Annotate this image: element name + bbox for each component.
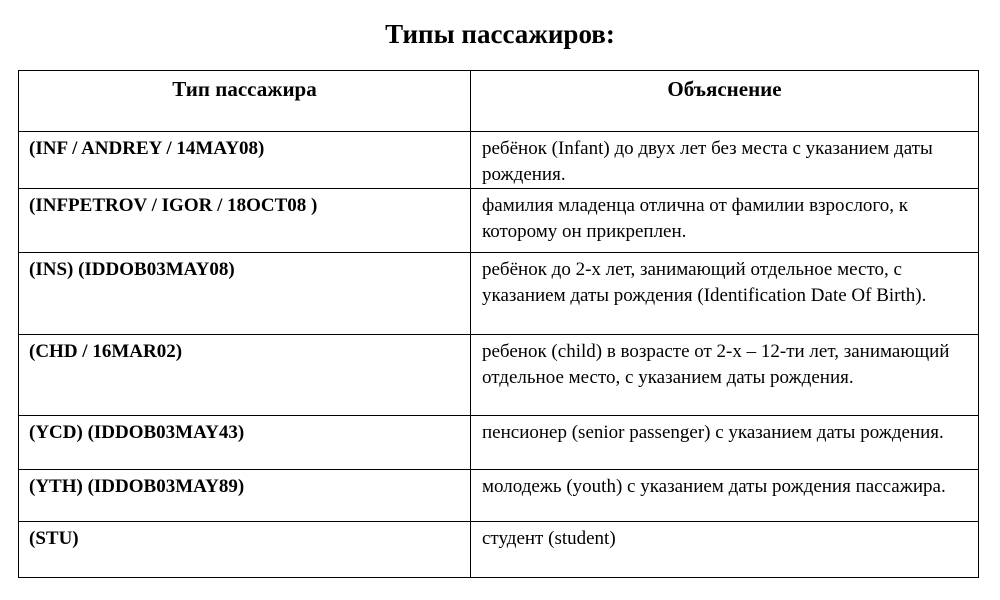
- passenger-type-explanation: молодежь (youth) с указанием даты рождения пассажира.: [471, 470, 979, 522]
- passenger-type-code: (INF / ANDREY / 14MAY08): [19, 132, 471, 189]
- passenger-type-code: (INS) (IDDOB03MAY08): [19, 253, 471, 335]
- passenger-types-table: [18, 70, 979, 578]
- table-row: [19, 335, 979, 416]
- passenger-type-code: (STU): [19, 522, 471, 578]
- passenger-type-code: (CHD / 16MAR02): [19, 335, 471, 416]
- passenger-type-code: (YTH) (IDDOB03MAY89): [19, 470, 471, 522]
- passenger-type-explanation: ребенок (child) в возрасте от 2-х – 12-ти лет, занимающий отдельное место, с указанием даты рождения.: [471, 335, 979, 416]
- table-row: [19, 470, 979, 522]
- passenger-type-code: (YCD) (IDDOB03MAY43): [19, 416, 471, 470]
- passenger-type-code: (INFPETROV / IGOR / 18OCT08 ): [19, 189, 471, 253]
- passenger-type-explanation: ребёнок (Infant) до двух лет без места с указанием даты рождения.: [471, 132, 979, 189]
- passenger-type-explanation: фамилия младенца отлична от фамилии взрослого, к которому он прикреплен.: [471, 189, 979, 253]
- passenger-type-explanation: студент (student): [471, 522, 979, 578]
- table-row: [19, 189, 979, 253]
- column-header-passenger-type: Тип пассажира: [19, 71, 471, 132]
- table-row: [19, 253, 979, 335]
- table-row: [19, 416, 979, 470]
- table-row: [19, 132, 979, 189]
- passenger-type-explanation: пенсионер (senior passenger) с указанием даты рождения.: [471, 416, 979, 470]
- table-row: [19, 522, 979, 578]
- page-title: Типы пассажиров:: [385, 19, 615, 49]
- passenger-type-explanation: ребёнок до 2-х лет, занимающий отдельное место, с указанием даты рождения (Identification Date Of Birth).: [471, 253, 979, 335]
- column-header-explanation: Объяснение: [471, 71, 979, 132]
- table-header-row: [19, 71, 979, 132]
